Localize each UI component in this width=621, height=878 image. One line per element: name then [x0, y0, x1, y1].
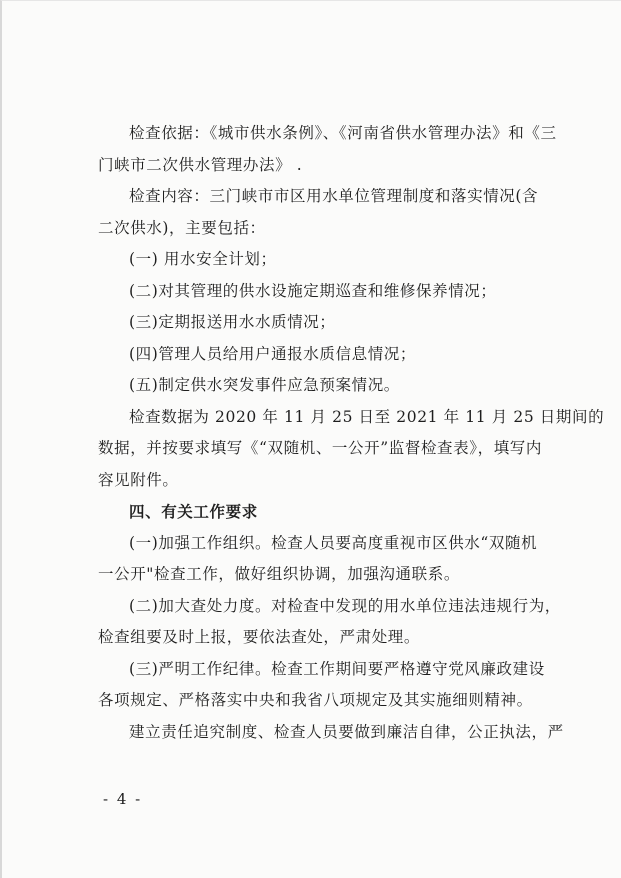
section-heading: 四、有关工作要求 — [129, 502, 258, 521]
list-item: (五)制定供水突发事件应急预案情况。 — [129, 376, 400, 394]
body-line: 容见附件。 — [98, 470, 179, 489]
list-item: (一) 用水安全计划； — [129, 250, 277, 268]
body-line: 二次供水)，主要包括： — [98, 218, 266, 237]
body-line: 各项规定、严格落实中央和我省八项规定及其实施细则精神。 — [98, 691, 533, 709]
list-item: (三)定期报送用水水质情况； — [129, 313, 336, 331]
body-line: 检查内容：三门峡市市区用水单位管理制度和落实情况(含 — [129, 187, 539, 205]
body-line: 数据，并按要求填写《“双随机、一公开”监督检查表》，填写内 — [98, 439, 542, 457]
page-number: - 4 - — [103, 790, 143, 808]
body-line: 检查组要及时上报，要依法查处，严肃处理。 — [98, 628, 421, 646]
body-line: 门峡市二次供水管理办法》 . — [98, 155, 303, 174]
body-line: 一公开"检查工作，做好组织协调，加强沟通联系。 — [98, 565, 460, 583]
body-line: 检查依据：《城市供水条例》、《河南省供水管理办法》和《三 — [129, 124, 557, 142]
body-line: (一)加强工作组织。检查人员要高度重视市区供水“双随机 — [129, 533, 538, 552]
list-item: (二)对其管理的供水设施定期巡查和维修保养情况； — [129, 281, 497, 300]
body-line: (三)严明工作纪律。检查工作期间要严格遵守党风廉政建设 — [129, 659, 545, 678]
body-line: (二)加大查处力度。对检查中发现的用水单位违法违规行为， — [129, 596, 561, 615]
body-line: 建立责任追究制度、检查人员要做到廉洁自律，公正执法，严 — [129, 722, 564, 741]
body-line: 检查数据为 2020 年 11 月 25 日至 2021 年 11 月 25 日期间的 — [129, 407, 605, 426]
list-item: (四)管理人员给用户通报水质信息情况； — [129, 344, 416, 363]
document-body — [98, 118, 605, 748]
